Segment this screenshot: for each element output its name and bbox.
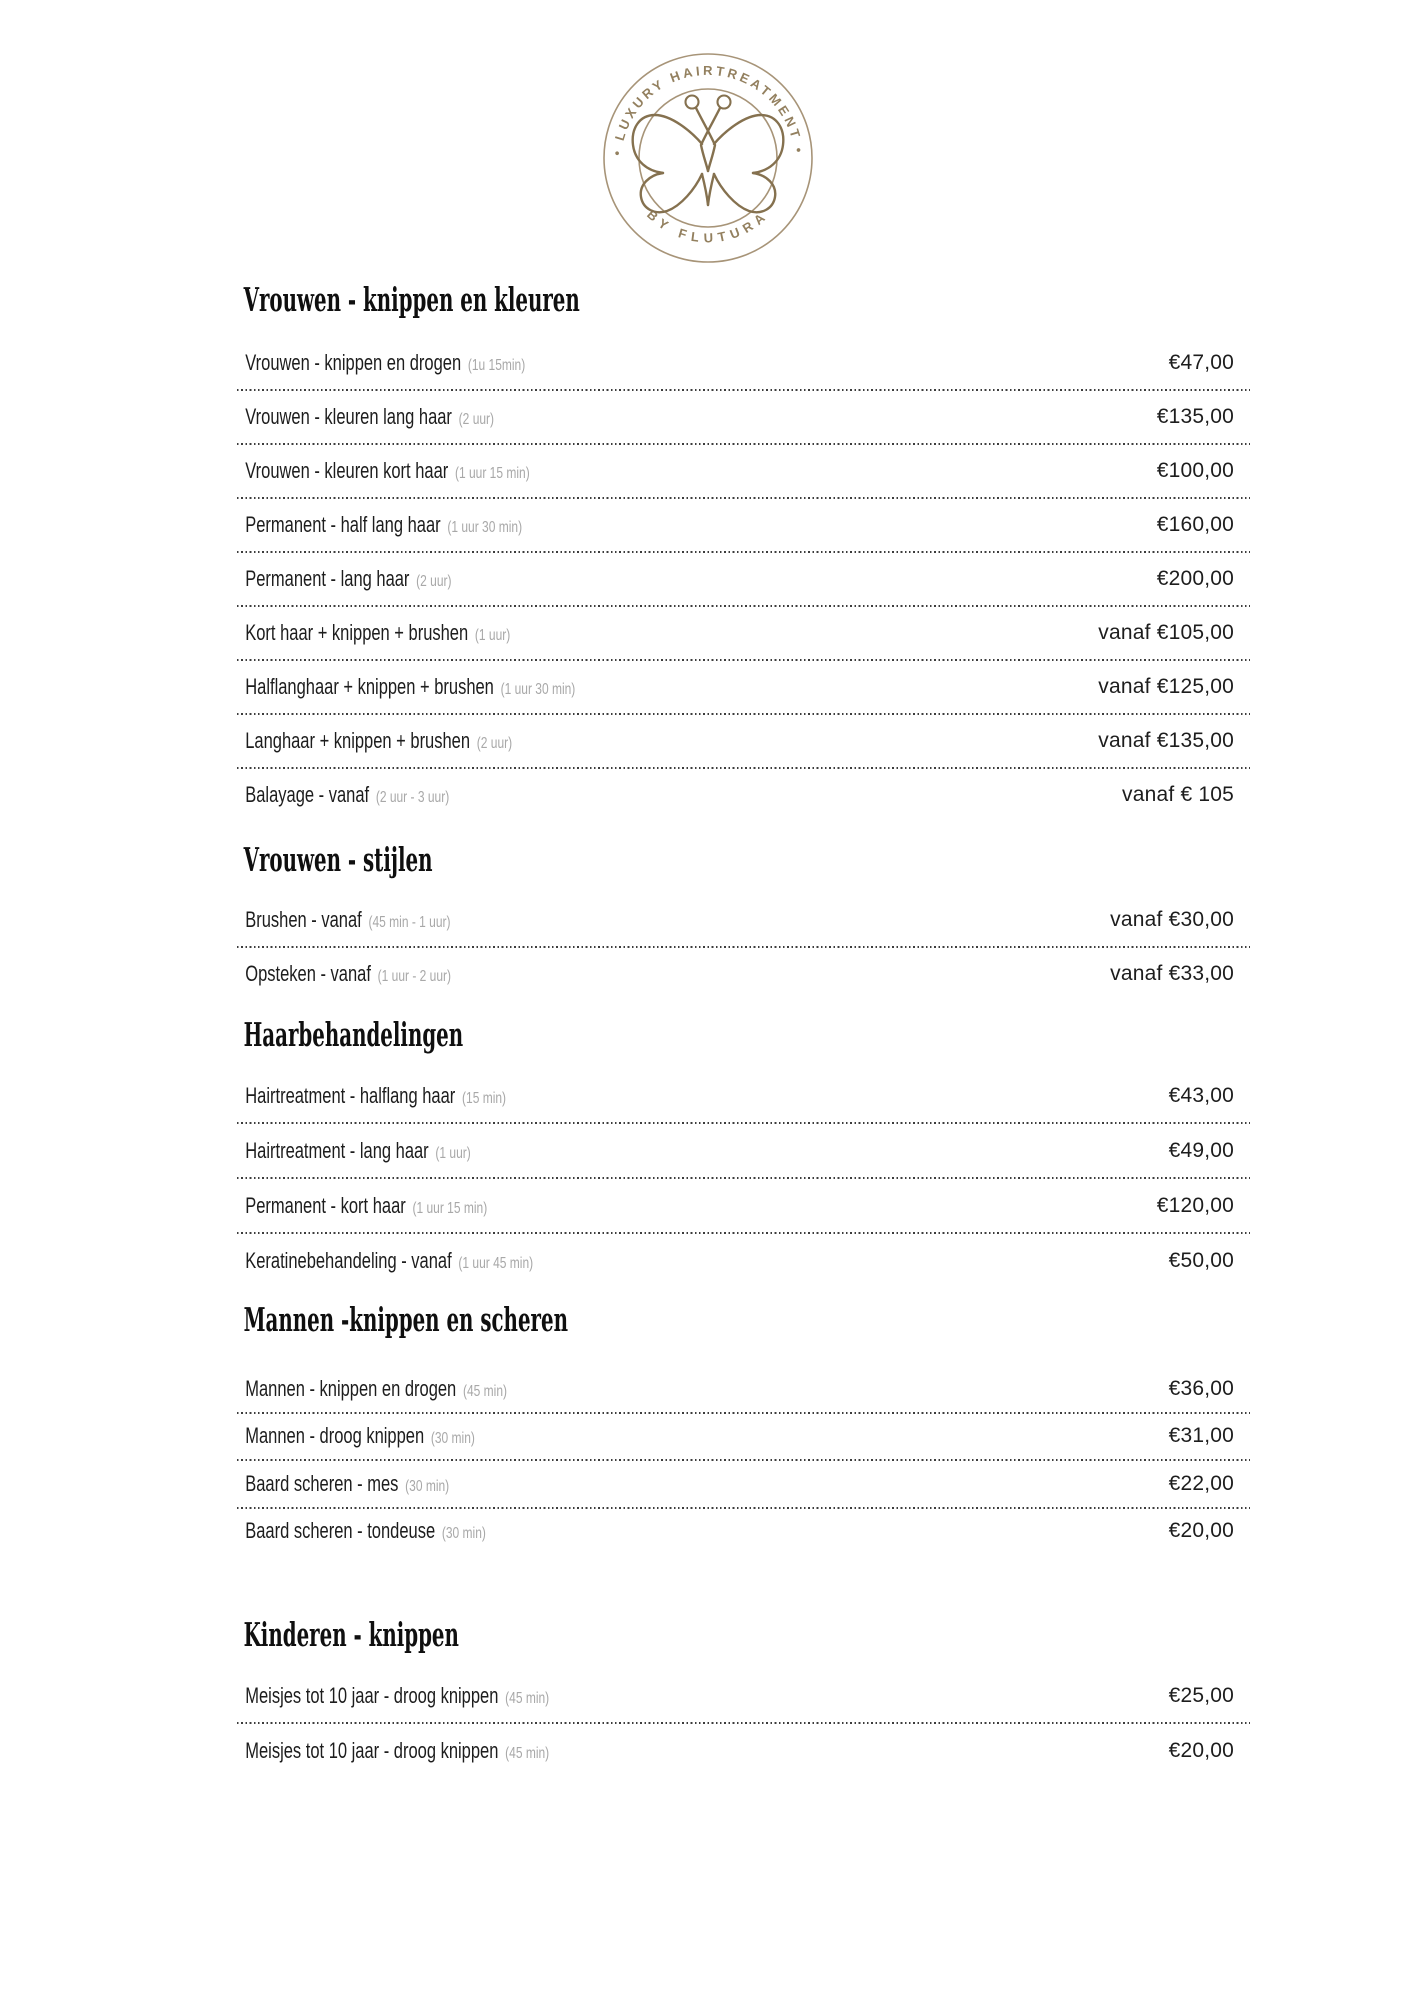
price-row bbox=[237, 552, 1250, 606]
service-duration: (1 uur 15 min) bbox=[454, 465, 530, 482]
price-row bbox=[237, 1413, 1250, 1461]
service-duration: (45 min) bbox=[505, 1689, 550, 1707]
service-name: Hairtreatment - lang haar bbox=[245, 1137, 429, 1163]
service-duration: (1 uur 30 min) bbox=[447, 519, 523, 536]
price-row bbox=[237, 1365, 1250, 1413]
service-duration: (30 min) bbox=[405, 1477, 450, 1495]
section-rows bbox=[237, 893, 1250, 1001]
service-name: Kort haar + knippen + brushen bbox=[245, 620, 469, 645]
service-price: vanaf €33,00 bbox=[1110, 962, 1234, 985]
price-row bbox=[237, 1668, 1250, 1723]
service-duration: (2 uur) bbox=[476, 735, 513, 752]
price-row bbox=[237, 498, 1250, 552]
service-price: €31,00 bbox=[1168, 1424, 1234, 1448]
service-duration: (1 uur - 2 uur) bbox=[377, 968, 452, 985]
logo-arc-text-top: • LUXURY HAIRTREATMENT • bbox=[609, 62, 807, 157]
service-name: Meisjes tot 10 jaar - droog knippen bbox=[245, 1682, 499, 1708]
service-name: Meisjes tot 10 jaar - droog knippen bbox=[245, 1737, 499, 1763]
service-name: Halflanghaar + knippen + brushen bbox=[245, 674, 494, 699]
service-price: €160,00 bbox=[1156, 513, 1234, 536]
service-price: €200,00 bbox=[1156, 567, 1234, 590]
price-row bbox=[237, 1233, 1250, 1288]
service-price: €47,00 bbox=[1168, 351, 1234, 374]
service-name: Mannen - knippen en drogen bbox=[245, 1375, 457, 1401]
service-name: Baard scheren - tondeuse bbox=[245, 1518, 436, 1544]
service-name: Vrouwen - kleuren kort haar bbox=[245, 458, 449, 483]
service-price: €25,00 bbox=[1168, 1683, 1234, 1707]
service-name: Hairtreatment - halflang haar bbox=[245, 1082, 456, 1108]
service-duration: (1 uur) bbox=[435, 1144, 471, 1162]
service-name: Brushen - vanaf bbox=[245, 907, 362, 932]
service-price: €22,00 bbox=[1168, 1471, 1234, 1495]
service-duration: (30 min) bbox=[441, 1525, 486, 1543]
service-price: €50,00 bbox=[1168, 1248, 1234, 1272]
service-price: €120,00 bbox=[1156, 1193, 1234, 1217]
service-name: Vrouwen - knippen en drogen bbox=[245, 350, 462, 375]
section-title: Vrouwen - stijlen bbox=[243, 840, 433, 879]
price-row bbox=[237, 336, 1250, 390]
price-row bbox=[237, 444, 1250, 498]
service-name: Opsteken - vanaf bbox=[245, 961, 371, 986]
price-row bbox=[237, 1068, 1250, 1123]
section-rows bbox=[237, 1068, 1250, 1288]
service-duration: (45 min) bbox=[505, 1744, 550, 1762]
service-price: €20,00 bbox=[1168, 1738, 1234, 1762]
service-name: Mannen - droog knippen bbox=[245, 1423, 425, 1449]
section-rows bbox=[237, 1668, 1250, 1778]
price-row bbox=[237, 606, 1250, 660]
service-price: €100,00 bbox=[1156, 459, 1234, 482]
service-price: vanaf €135,00 bbox=[1098, 729, 1234, 752]
section-title: Mannen -knippen en scheren bbox=[243, 1300, 568, 1339]
service-price: €49,00 bbox=[1168, 1138, 1234, 1162]
service-price: €20,00 bbox=[1168, 1519, 1234, 1543]
price-row bbox=[237, 1460, 1250, 1508]
section-rows bbox=[237, 1365, 1250, 1555]
service-duration: (1 uur 30 min) bbox=[500, 681, 576, 698]
service-price: vanaf € 105 bbox=[1122, 783, 1234, 806]
service-price: €36,00 bbox=[1168, 1376, 1234, 1400]
service-price: vanaf €105,00 bbox=[1098, 621, 1234, 644]
service-duration: (2 uur) bbox=[416, 573, 452, 590]
service-name: Baard scheren - mes bbox=[245, 1470, 399, 1496]
service-name: Balayage - vanaf bbox=[245, 782, 370, 807]
price-row bbox=[237, 893, 1250, 947]
service-duration: (1 uur) bbox=[474, 627, 511, 644]
service-name: Permanent - half lang haar bbox=[245, 512, 441, 537]
section-title: Haarbehandelingen bbox=[243, 1015, 464, 1054]
price-list-content bbox=[237, 0, 1250, 1778]
service-price: €135,00 bbox=[1156, 405, 1234, 428]
service-duration: (2 uur - 3 uur) bbox=[375, 789, 450, 806]
service-name: Keratinebehandeling - vanaf bbox=[245, 1247, 452, 1273]
price-row bbox=[237, 714, 1250, 768]
section-title: Kinderen - knippen bbox=[243, 1615, 459, 1654]
service-duration: (1u 15min) bbox=[467, 357, 526, 374]
price-row bbox=[237, 947, 1250, 1001]
service-duration: (1 uur 15 min) bbox=[412, 1199, 488, 1217]
service-duration: (45 min) bbox=[462, 1382, 508, 1400]
service-name: Langhaar + knippen + brushen bbox=[245, 728, 471, 753]
price-row bbox=[237, 768, 1250, 822]
price-row bbox=[237, 660, 1250, 714]
logo-arc-text-bottom: BY FLUTURA bbox=[644, 206, 772, 246]
section-title: Vrouwen - knippen en kleuren bbox=[243, 280, 580, 319]
service-price: vanaf €30,00 bbox=[1110, 908, 1234, 931]
service-duration: (2 uur) bbox=[458, 411, 495, 428]
price-row bbox=[237, 1178, 1250, 1233]
price-row bbox=[237, 390, 1250, 444]
service-duration: (30 min) bbox=[430, 1430, 475, 1448]
service-duration: (15 min) bbox=[462, 1089, 507, 1107]
price-row bbox=[237, 1123, 1250, 1178]
price-row bbox=[237, 1723, 1250, 1778]
price-row bbox=[237, 1508, 1250, 1556]
service-duration: (1 uur 45 min) bbox=[458, 1254, 534, 1272]
service-name: Permanent - kort haar bbox=[245, 1192, 406, 1218]
section-rows bbox=[237, 336, 1250, 822]
service-price: vanaf €125,00 bbox=[1098, 675, 1234, 698]
service-name: Vrouwen - kleuren lang haar bbox=[245, 404, 452, 429]
service-duration: (45 min - 1 uur) bbox=[368, 914, 451, 931]
service-name: Permanent - lang haar bbox=[245, 566, 410, 591]
service-price: €43,00 bbox=[1168, 1083, 1234, 1107]
